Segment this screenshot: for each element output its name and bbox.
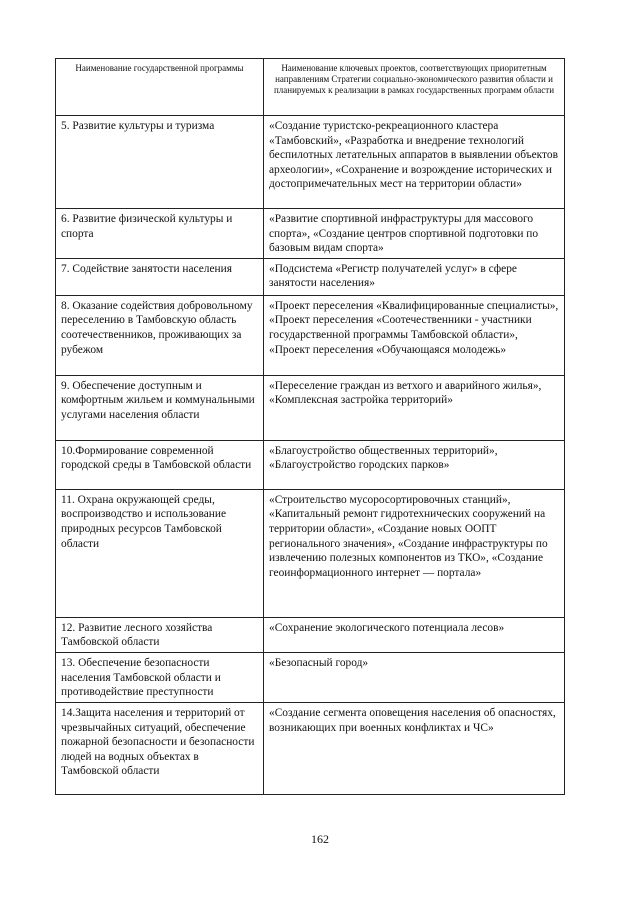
program-cell: 9. Обеспечение доступным и комфортным жильем и коммунальными услугами населения области (56, 375, 264, 440)
table-row (56, 489, 565, 617)
program-cell: 11. Охрана окружающей среды, воспроизводство и использование природных ресурсов Тамбовской области (56, 489, 264, 617)
program-cell: 13. Обеспечение безопасности населения Тамбовской области и противодействие преступности (56, 652, 264, 702)
projects-cell: «Переселение граждан из ветхого и аварийного жилья», «Комплексная застройка территорий» (264, 375, 565, 440)
projects-cell: «Создание сегмента оповещения населения об опасностях, возникающих при военных конфликтах и ЧС» (264, 702, 565, 794)
program-cell: 10.Формирование современной городской среды в Тамбовской области (56, 440, 264, 489)
table-row (56, 375, 565, 440)
program-cell: 12. Развитие лесного хозяйства Тамбовской области (56, 617, 264, 652)
program-cell: 6. Развитие физической культуры и спорта (56, 209, 264, 259)
header-program-name: Наименование государственной программы (56, 59, 264, 116)
table-row (56, 209, 565, 259)
header-key-projects: Наименование ключевых проектов, соответствующих приоритетным направлениям Стратегии социально-экономического развития области и планируемых к реализации в рамках государственных программ области (264, 59, 565, 116)
program-cell: 5. Развитие культуры и туризма (56, 116, 264, 209)
projects-cell: «Строительство мусоросортировочных станций», «Капитальный ремонт гидротехнических сооружений на территории области», «Создание новых ООПТ регионального значения», «Создание инфраструктуры по извлечению полезных компонентов из ТКО», «Создание геоинформационного интернет — портала» (264, 489, 565, 617)
projects-cell: «Благоустройство общественных территорий», «Благоустройство городских парков» (264, 440, 565, 489)
projects-cell: «Безопасный город» (264, 652, 565, 702)
table-row (56, 258, 565, 295)
projects-cell: «Проект переселения «Квалифицированные специалисты», «Проект переселения «Соотечественники - участники государственной программы Тамбовской области», «Проект переселения «Обучающаяся молодежь» (264, 295, 565, 375)
projects-cell: «Подсистема «Регистр получателей услуг» в сфере занятости населения» (264, 258, 565, 295)
projects-cell: «Создание туристско-рекреационного кластера «Тамбовский», «Разработка и внедрение технологий беспилотных летательных аппаратов в выявлении объектов археологии», «Сохранение и возрождение исторических и достопримечательных мест на территории области» (264, 116, 565, 209)
program-cell: 14.Защита населения и территорий от чрезвычайных ситуаций, обеспечение пожарной безопасности и безопасности людей на водных объектах в Тамбовской области (56, 702, 264, 794)
table-row (56, 440, 565, 489)
projects-cell: «Развитие спортивной инфраструктуры для массового спорта», «Создание центров спортивной подготовки по базовым видам спорта» (264, 209, 565, 259)
table-row (56, 617, 565, 652)
page-number: 162 (311, 832, 329, 846)
projects-cell: «Сохранение экологического потенциала лесов» (264, 617, 565, 652)
program-cell: 7. Содействие занятости населения (56, 258, 264, 295)
table-row (56, 652, 565, 702)
program-cell: 8. Оказание содействия добровольному переселению в Тамбовскую область соотечественников, проживающих за рубежом (56, 295, 264, 375)
table-row (56, 116, 565, 209)
programs-table (55, 58, 565, 795)
table-header-row (56, 59, 565, 116)
table-row (56, 295, 565, 375)
table-row (56, 702, 565, 794)
